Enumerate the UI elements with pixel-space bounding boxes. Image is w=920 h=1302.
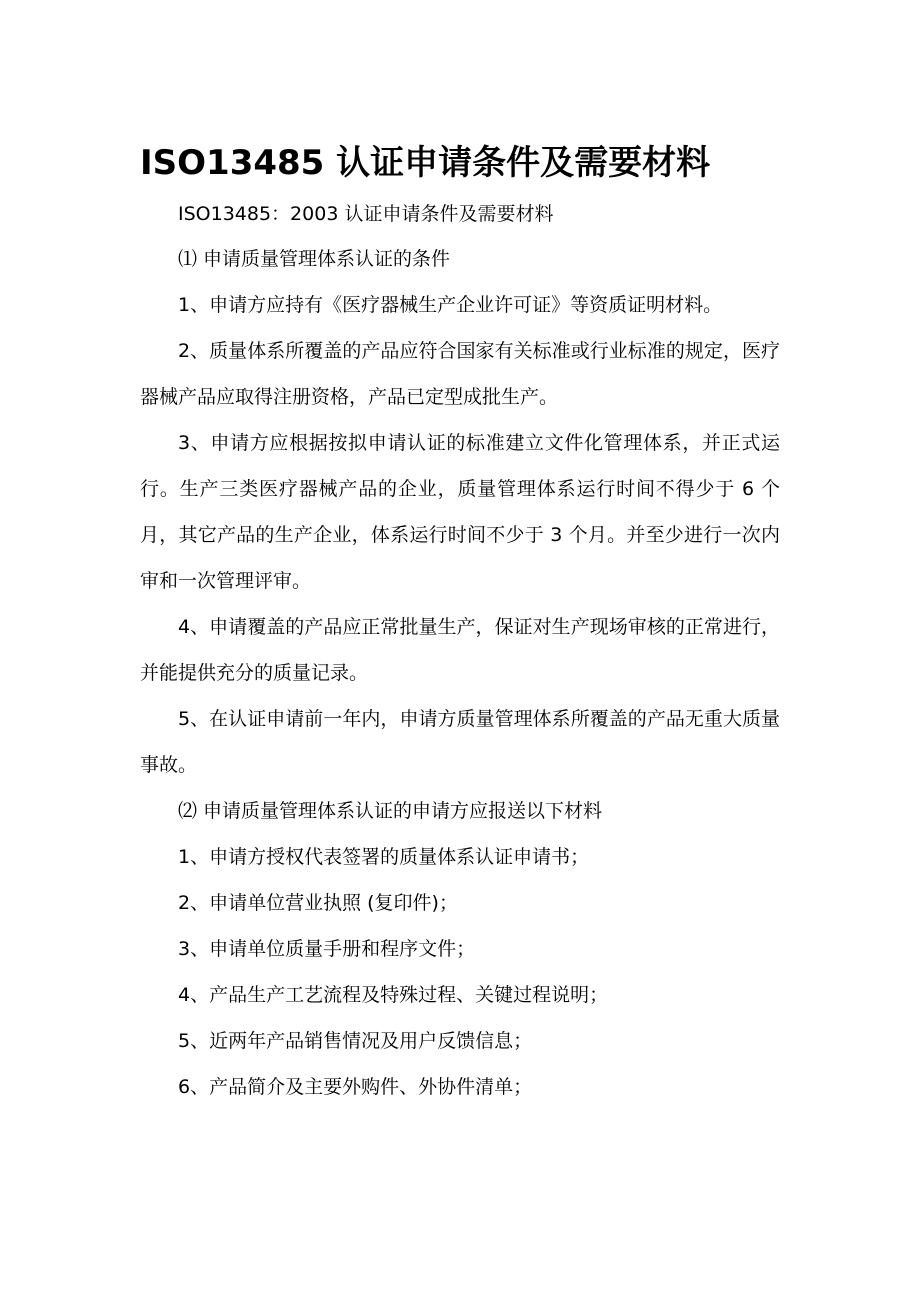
document-title: ISO13485 认证申请条件及需要材料	[140, 143, 711, 183]
section1-heading: ⑴ 申请质量管理体系认证的条件	[178, 248, 451, 270]
section2-item-1: 1、申请方授权代表签署的质量体系认证申请书；	[178, 846, 590, 868]
section1-item-4: 4、申请覆盖的产品应正常批量生产，保证对生产现场审核的正常进行，并能提供充分的质量记录。	[140, 616, 780, 684]
section2-heading: ⑵ 申请质量管理体系认证的申请方应报送以下材料	[178, 800, 603, 822]
section2-item-2: 2、申请单位营业执照 (复印件)；	[178, 892, 458, 914]
document-subtitle: ISO13485：2003 认证申请条件及需要材料	[178, 203, 554, 225]
document-page	[140, 140, 780, 1110]
section1-item-5: 5、在认证申请前一年内，申请方质量管理体系所覆盖的产品无重大质量事故。	[140, 708, 780, 776]
section1-item-1: 1、申请方应持有《医疗器械生产企业许可证》等资质证明材料。	[178, 294, 723, 316]
section2-item-3: 3、申请单位质量手册和程序文件；	[178, 938, 476, 960]
section2-item-6: 6、产品简介及主要外购件、外协件清单；	[178, 1076, 533, 1098]
section1-item-3: 3、申请方应根据按拟申请认证的标准建立文件化管理体系，并正式运行。生产三类医疗器械产品的企业，质量管理体系运行时间不得少于 6 个月，其它产品的生产企业，体系运行时间不少于 3 个月。并至少进行一次内审和一次管理评审。	[140, 432, 780, 592]
section1-item-2: 2、质量体系所覆盖的产品应符合国家有关标准或行业标准的规定，医疗器械产品应取得注册资格，产品已定型成批生产。	[140, 340, 780, 408]
section2-item-4: 4、产品生产工艺流程及特殊过程、关键过程说明；	[178, 984, 609, 1006]
section2-item-5: 5、近两年产品销售情况及用户反馈信息；	[178, 1030, 533, 1052]
